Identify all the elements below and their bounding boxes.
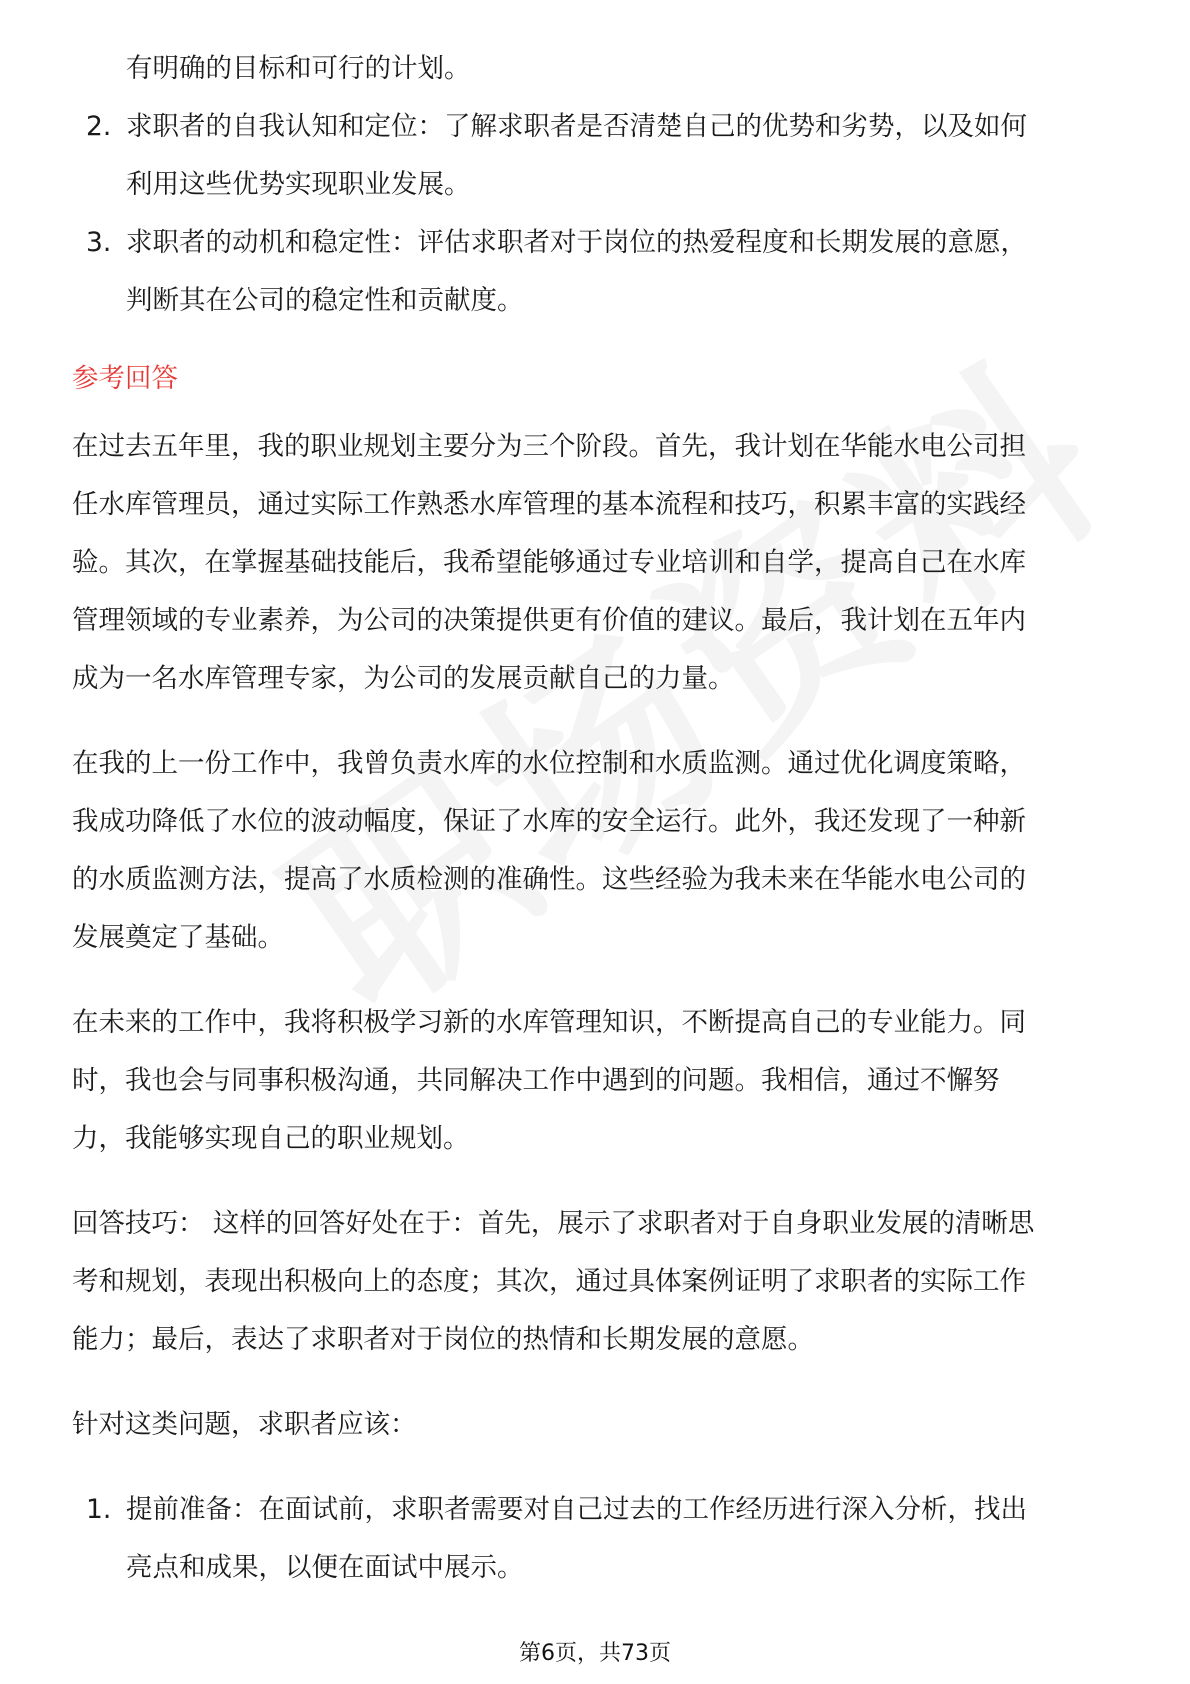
paragraph <box>72 1195 1122 1369</box>
paragraph-line: 我成功降低了水位的波动幅度，保证了水库的安全运行。此外，我还发现了一种新 <box>72 806 1026 837</box>
list-continuation: 有明确的目标和可行的计划。 <box>126 53 471 84</box>
paragraph-line: 验。其次，在掌握基础技能后，我希望能够通过专业培训和自学，提高自己在水库 <box>72 547 1026 578</box>
list-number: 2. <box>86 111 112 142</box>
paragraph-line: 能力；最后，表达了求职者对于岗位的热情和长期发展的意愿。 <box>72 1324 814 1355</box>
paragraph <box>72 1396 1122 1454</box>
page-footer: 第6页，共73页 <box>519 1641 671 1666</box>
paragraph-line: 考和规划，表现出积极向上的态度；其次，通过具体案例证明了求职者的实际工作 <box>72 1266 1026 1297</box>
list-number: 3. <box>86 227 112 258</box>
paragraph-line: 的水质监测方法，提高了水质检测的准确性。这些经验为我未来在华能水电公司的 <box>72 864 1026 895</box>
paragraph <box>72 994 1122 1168</box>
paragraph-line: 管理领域的专业素养，为公司的决策提供更有价值的建议。最后，我计划在五年内 <box>72 605 1026 636</box>
paragraph-line: 在我的上一份工作中，我曾负责水库的水位控制和水质监测。通过优化调度策略， <box>72 748 1026 779</box>
paragraph <box>72 418 1122 708</box>
paragraph-line: 力，我能够实现自己的职业规划。 <box>72 1123 470 1154</box>
paragraph-line: 时，我也会与同事积极沟通，共同解决工作中遇到的问题。我相信，通过不懈努 <box>72 1065 1000 1096</box>
list-line: 求职者的自我认知和定位：了解求职者是否清楚自己的优势和劣势，以及如何 <box>126 111 1027 142</box>
paragraph-line: 在过去五年里，我的职业规划主要分为三个阶段。首先，我计划在华能水电公司担 <box>72 431 1026 462</box>
top-numbered-list <box>72 98 1122 330</box>
paragraph-line: 任水库管理员，通过实际工作熟悉水库管理的基本流程和技巧，积累丰富的实践经 <box>72 489 1026 520</box>
list-line: 提前准备：在面试前，求职者需要对自己过去的工作经历进行深入分析，找出 <box>126 1494 1027 1525</box>
list-line: 判断其在公司的稳定性和贡献度。 <box>126 285 524 316</box>
bottom-numbered-list <box>72 1481 1122 1597</box>
section-title: 参考回答 <box>72 363 178 394</box>
list-item <box>72 1481 1122 1597</box>
list-number: 1. <box>86 1494 112 1525</box>
paragraph-line: 发展奠定了基础。 <box>72 922 284 953</box>
paragraph-line: 针对这类问题，求职者应该： <box>72 1409 417 1440</box>
list-line: 求职者的动机和稳定性：评估求职者对于岗位的热爱程度和长期发展的意愿， <box>126 227 1027 258</box>
document-body <box>72 40 1122 1597</box>
list-line: 利用这些优势实现职业发展。 <box>126 169 471 200</box>
paragraph-line: 回答技巧： 这样的回答好处在于：首先，展示了求职者对于自身职业发展的清晰思 <box>72 1208 1035 1239</box>
list-item <box>72 98 1122 214</box>
list-item <box>72 214 1122 330</box>
paragraph <box>72 735 1122 967</box>
list-line: 亮点和成果，以便在面试中展示。 <box>126 1552 524 1583</box>
paragraph-line: 成为一名水库管理专家，为公司的发展贡献自己的力量。 <box>72 663 735 694</box>
paragraph-line: 在未来的工作中，我将积极学习新的水库管理知识，不断提高自己的专业能力。同 <box>72 1007 1026 1038</box>
